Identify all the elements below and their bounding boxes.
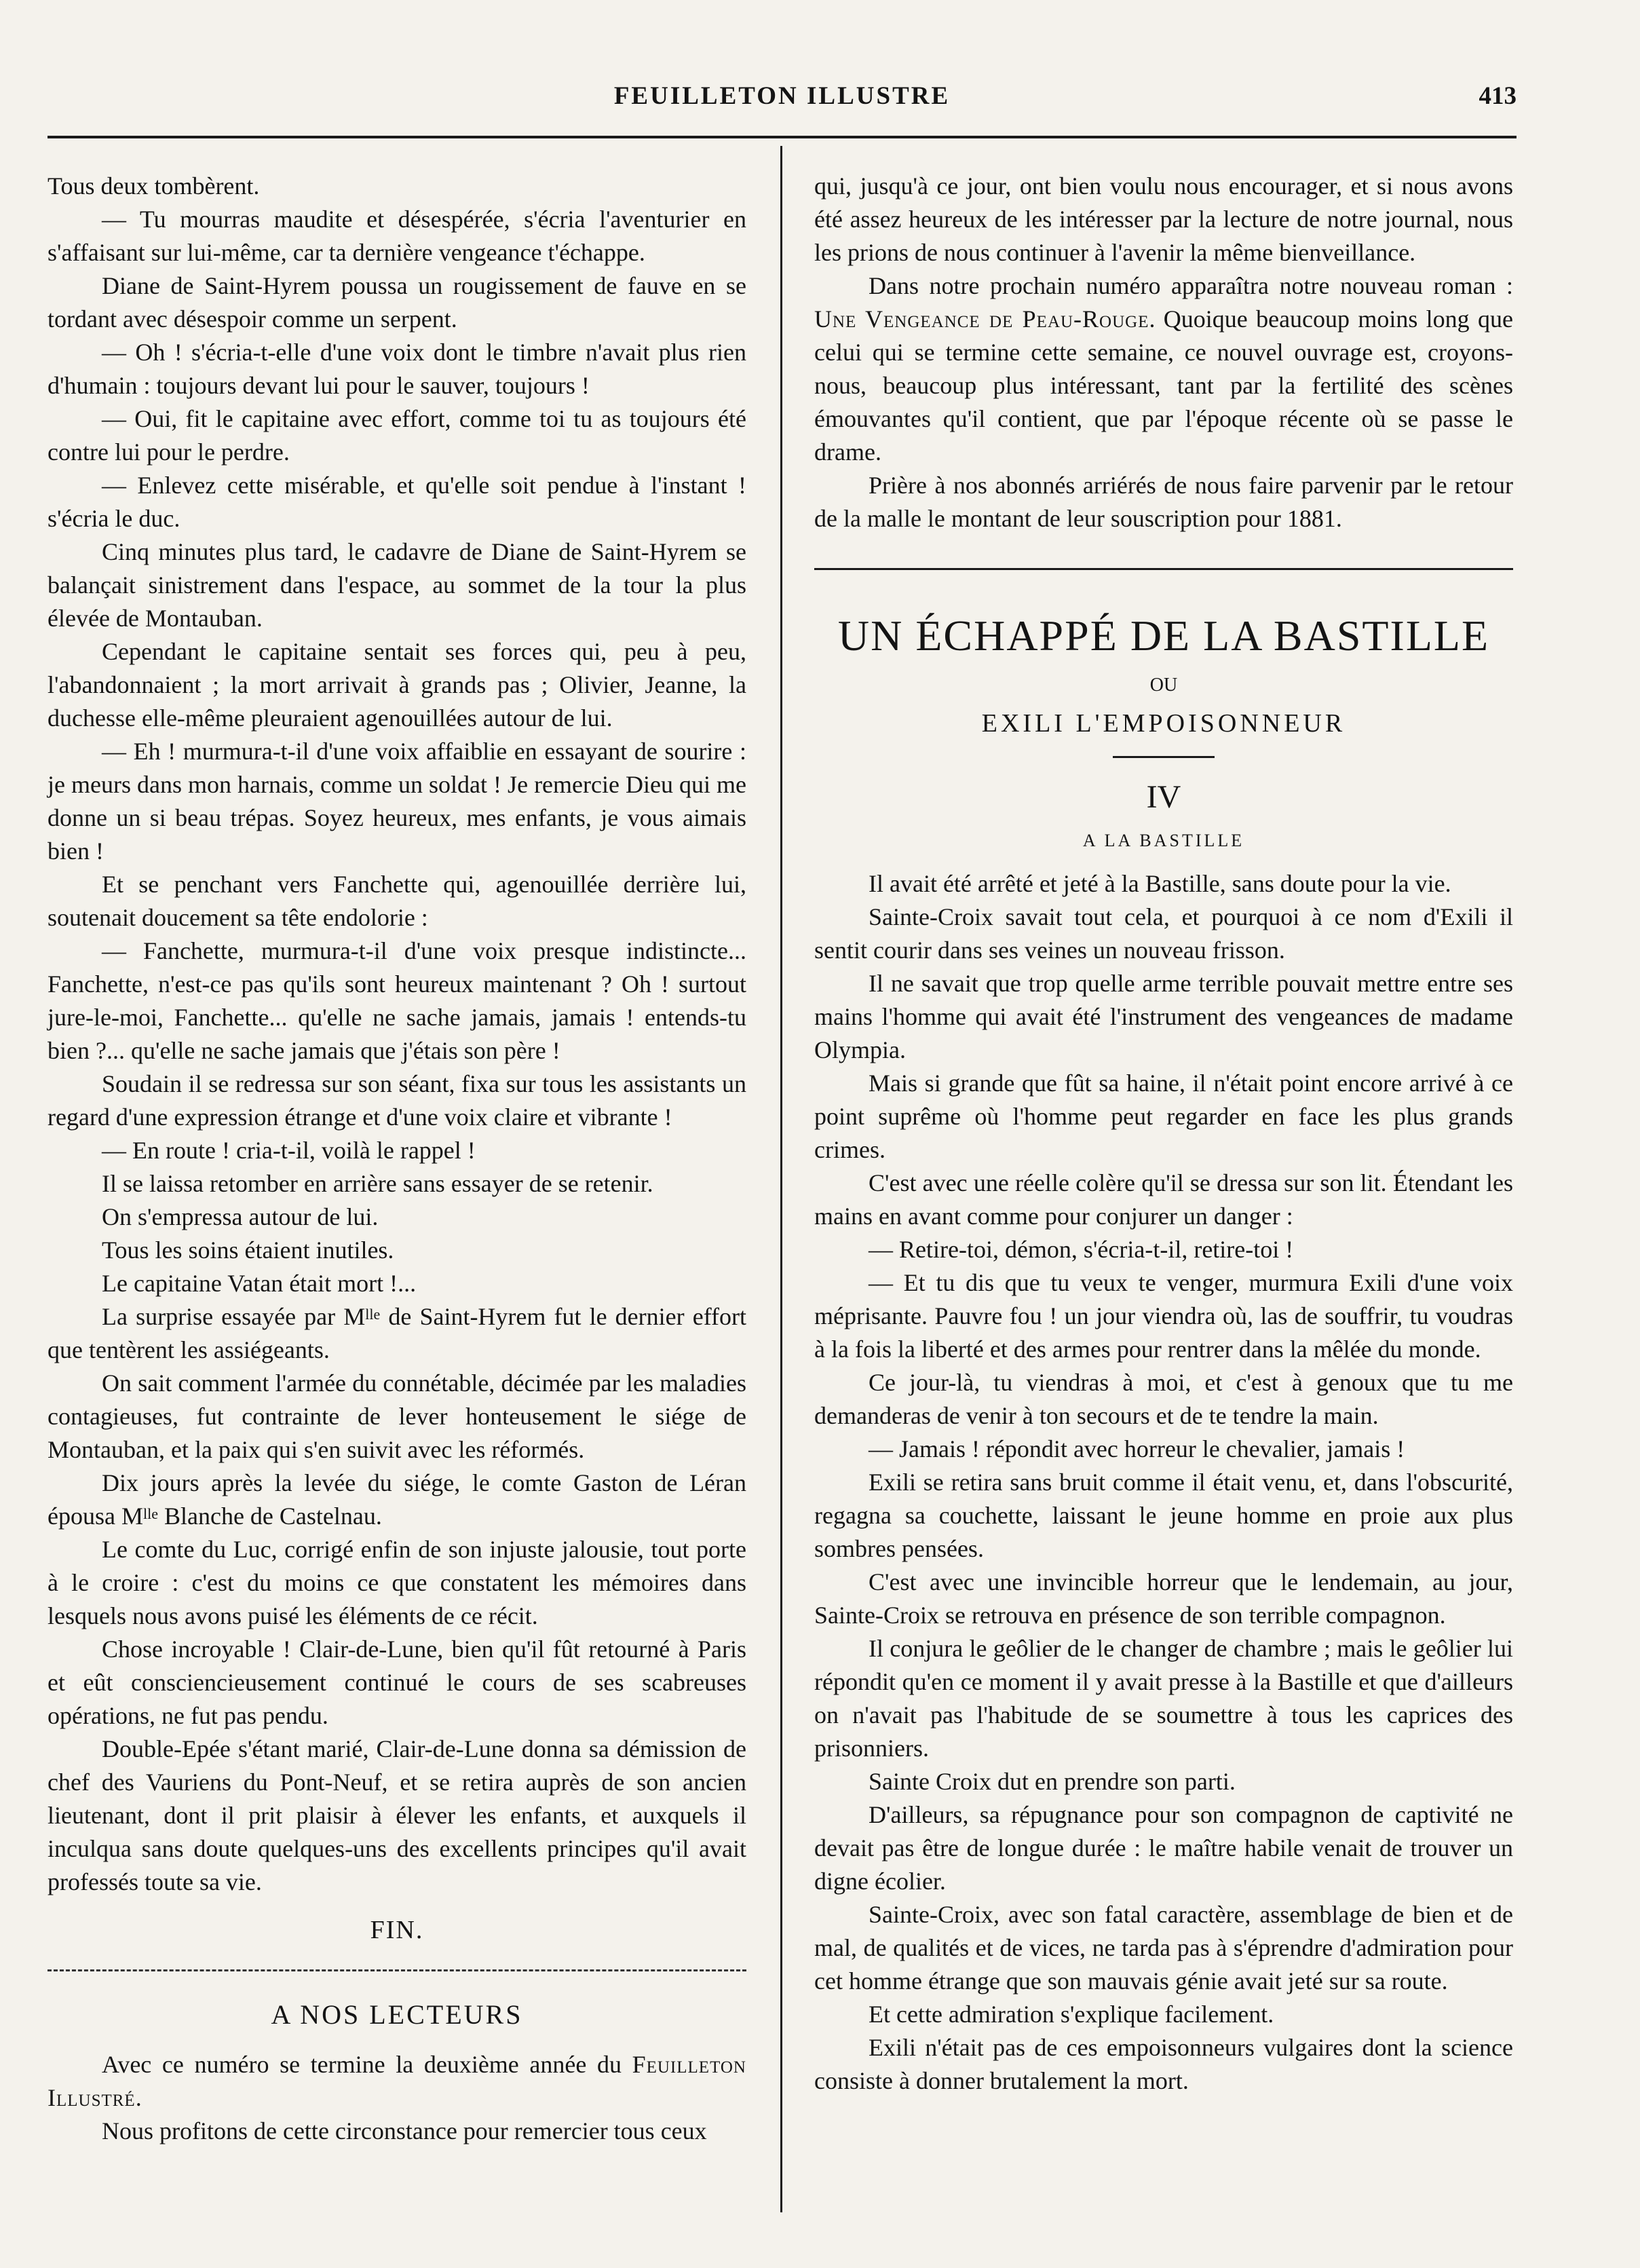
paragraph: Il avait été arrêté et jeté à la Bastille, sans doute pour la vie. bbox=[869, 870, 1451, 897]
paragraph: Et se penchant vers Fanchette qui, agenouillée derrière lui, soutenait doucement sa tête endolorie : bbox=[47, 871, 746, 931]
text-run: Dans notre prochain numéro apparaîtra notre nouveau roman : bbox=[869, 272, 1513, 299]
page-number: 413 bbox=[1479, 82, 1517, 110]
paragraph: — Et tu dis que tu veux te venger, murmura Exili d'une voix méprisante. Pauvre fou ! un jour viendra où, las de souffrir, tu voudras à la fois la liberté et des armes pour rentrer dans la mêlée du monde. bbox=[814, 1269, 1513, 1363]
paragraph: — Jamais ! répondit avec horreur le chevalier, jamais ! bbox=[869, 1435, 1405, 1462]
paragraph: — Tu mourras maudite et désespérée, s'écria l'aventurier en s'affaisant sur lui-même, car ta dernière vengeance t'échappe. bbox=[47, 206, 746, 266]
fin-label: FIN. bbox=[370, 1916, 424, 1944]
header-rule bbox=[47, 136, 1517, 138]
short-rule bbox=[1113, 756, 1215, 758]
paragraph: Ce jour-là, tu viendras à moi, et c'est à genoux que tu me demanderas de venir à ton secours et de te tendre la main. bbox=[814, 1369, 1513, 1429]
paragraph: Exili n'était pas de ces empoisonneurs vulgaires dont la science consiste à donner brutalement la mort. bbox=[814, 2034, 1513, 2094]
novel-subtitle: EXILI L'EMPOISONNEUR bbox=[981, 709, 1346, 738]
novel-ou: OU bbox=[1149, 675, 1178, 696]
column-divider bbox=[780, 146, 782, 2212]
running-title: FEUILLETON ILLUSTRE bbox=[613, 82, 951, 110]
paragraph: — Retire-toi, démon, s'écria-t-il, retire-toi ! bbox=[869, 1236, 1294, 1263]
novel-announcement: Une Vengeance de Peau-Rouge bbox=[814, 305, 1149, 333]
paragraph: C'est avec une réelle colère qu'il se dressa sur son lit. Étendant les mains en avant comme pour conjurer un danger : bbox=[814, 1169, 1513, 1230]
paragraph: Diane de Saint-Hyrem poussa un rougissement de fauve en se tordant avec désespoir comme un serpent. bbox=[47, 272, 746, 333]
paragraph: Et cette admiration s'explique facilement. bbox=[869, 2001, 1274, 2028]
text-run: Blanche de Castelnau. bbox=[157, 1502, 382, 1530]
paragraph: Sainte Croix dut en prendre son parti. bbox=[869, 1768, 1236, 1795]
chapter-number: IV bbox=[1146, 779, 1181, 815]
paragraph: Chose incroyable ! Clair-de-Lune, bien qu'il fût retourné à Paris et eût consciencieusement continué le cours de ses scabreuses opérations, ne fut pas pendu. bbox=[47, 1636, 746, 1729]
journal-name: Feuilleton Illustré bbox=[47, 2051, 746, 2111]
text-run: de Saint-Hyrem fut le dernier effort que tentèrent les assiégeants. bbox=[47, 1303, 747, 1363]
paragraph: — Oh ! s'écria-t-elle d'une voix dont le timbre n'avait plus rien d'humain : toujours devant lui pour le sauver, toujours ! bbox=[47, 339, 746, 399]
left-column bbox=[47, 170, 746, 2148]
paragraph: — Eh ! murmura-t-il d'une voix affaiblie en essayant de sourire : je meurs dans mon harnais, comme un soldat ! Je remercie Dieu qui me donne un si beau trépas. Soyez heureux, mes enfants, je vous aimais bien ! bbox=[47, 738, 746, 865]
paragraph: Prière à nos abonnés arriérés de nous faire parvenir par le retour de la malle le montant de leur souscription pour 1881. bbox=[814, 472, 1513, 532]
paragraph: C'est avec une invincible horreur que le lendemain, au jour, Sainte-Croix se retrouva en présence de son terrible compagnon. bbox=[814, 1568, 1513, 1629]
paragraph: On s'empressa autour de lui. bbox=[102, 1203, 379, 1230]
paragraph: — Oui, fit le capitaine avec effort, comme toi tu as toujours été contre lui pour le perdre. bbox=[47, 405, 746, 466]
text-run: . bbox=[135, 2084, 142, 2111]
paragraph: Double-Epée s'étant marié, Clair-de-Lune donna sa démission de chef des Vauriens du Pont-Neuf, et se retira auprès de son ancien lieutenant, dont il prit plaisir à élever les enfants, et auxquels il inculqua sans doute quelques-uns des excellents principes qu'il avait professés toute sa vie. bbox=[47, 1735, 746, 1895]
paragraph: qui, jusqu'à ce jour, ont bien voulu nous encourager, et si nous avons été assez heureux de les intéresser par la lecture de notre journal, nous les prions de nous continuer à l'avenir la même bienveillance. bbox=[814, 172, 1513, 266]
superscript: lle bbox=[142, 1505, 158, 1522]
paragraph: Soudain il se redressa sur son séant, fixa sur tous les assistants un regard d'une expression étrange et d'une voix claire et vibrante ! bbox=[47, 1070, 746, 1131]
section-rule bbox=[814, 568, 1513, 570]
right-column bbox=[814, 170, 1513, 2098]
paragraph bbox=[814, 269, 1513, 469]
novel-title: UN ÉCHAPPÉ DE LA BASTILLE bbox=[837, 611, 1490, 660]
paragraph bbox=[47, 1467, 746, 1533]
text-run: . Quoique beaucoup moins long que celui qui se termine cette semaine, ce nouvel ouvrage est, croyons-nous, beaucoup plus intéressant, tant par la fertilité des scènes émouvantes qu'il contient, que par l'époque récente où se passe le drame. bbox=[814, 305, 1513, 466]
paragraph bbox=[47, 1300, 746, 1367]
paragraph: — Enlevez cette misérable, et qu'elle soit pendue à l'instant ! s'écria le duc. bbox=[47, 472, 746, 532]
text-run: Avec ce numéro se termine la deuxième année du bbox=[102, 2051, 632, 2078]
paragraph: Cependant le capitaine sentait ses forces qui, peu à peu, l'abandonnaient ; la mort arrivait à grands pas ; Olivier, Jeanne, la duchesse elle-même pleuraient agenouillées autour de lui. bbox=[47, 638, 746, 732]
paragraph: Tous les soins étaient inutiles. bbox=[102, 1236, 394, 1264]
paragraph: Tous deux tombèrent. bbox=[47, 172, 260, 200]
text-run: Dix jours après la levée du siége, le comte Gaston de Léran épousa M bbox=[47, 1469, 746, 1530]
chapter-title: A LA BASTILLE bbox=[1082, 831, 1245, 850]
page-header bbox=[47, 81, 1517, 122]
superscript: lle bbox=[365, 1306, 381, 1323]
paragraph: Exili se retira sans bruit comme il était venu, et, dans l'obscurité, regagna sa couchette, laissant le jeune homme en proie aux plus sombres pensées. bbox=[814, 1469, 1513, 1562]
paragraph: — En route ! cria-t-il, voilà le rappel ! bbox=[102, 1137, 476, 1164]
paragraph: Mais si grande que fût sa haine, il n'était point encore arrivé à ce point suprême où l'homme peut regarder en face les plus grands crimes. bbox=[814, 1070, 1513, 1163]
dashed-rule bbox=[47, 1969, 746, 1971]
paragraph: Sainte-Croix savait tout cela, et pourquoi à ce nom d'Exili il sentit courir dans ses veines un nouveau frisson. bbox=[814, 903, 1513, 964]
paragraph: Cinq minutes plus tard, le cadavre de Diane de Saint-Hyrem se balançait sinistrement dans l'espace, au sommet de la tour la plus élevée de Montauban. bbox=[47, 538, 746, 632]
paragraph: Sainte-Croix, avec son fatal caractère, assemblage de bien et de mal, de qualités et de vices, ne tarda pas à s'éprendre d'admiration pour cet homme étrange que son mauvais génie avait jeté sur sa route. bbox=[814, 1901, 1513, 1995]
paragraph bbox=[47, 2048, 746, 2115]
text-run: La surprise essayée par M bbox=[102, 1303, 366, 1330]
paragraph: On sait comment l'armée du connétable, décimée par les maladies contagieuses, fut contrainte de lever honteusement le siége de Montauban, et la paix qui s'en suivit avec les réformés. bbox=[47, 1369, 746, 1463]
paragraph: D'ailleurs, sa répugnance pour son compagnon de captivité ne devait pas être de longue durée : le maître habile venait de trouver un digne écolier. bbox=[814, 1801, 1513, 1895]
paragraph: Le comte du Luc, corrigé enfin de son injuste jalousie, tout porte à le croire : c'est du moins ce que constatent les mémoires dans lesquels nous avons puisé les éléments de ce récit. bbox=[47, 1536, 746, 1629]
paragraph: Il ne savait que trop quelle arme terrible pouvait mettre entre ses mains l'homme qui avait été l'instrument des vengeances de madame Olympia. bbox=[814, 970, 1513, 1063]
paragraph: Le capitaine Vatan était mort !... bbox=[102, 1270, 417, 1297]
lecteurs-title: A NOS LECTEURS bbox=[271, 1999, 523, 2030]
paragraph: Nous profitons de cette circonstance pour remercier tous ceux bbox=[102, 2117, 707, 2144]
paragraph: — Fanchette, murmura-t-il d'une voix presque indistincte... Fanchette, n'est-ce pas qu'ils sont heureux maintenant ? Oh ! surtout jure-le-moi, Fanchette... qu'elle ne sache jamais, jamais ! entends-tu bien ?... qu'elle ne sache jamais que j'étais son père ! bbox=[47, 937, 746, 1064]
paragraph: Il se laissa retomber en arrière sans essayer de se retenir. bbox=[102, 1170, 653, 1197]
paragraph: Il conjura le geôlier de le changer de chambre ; mais le geôlier lui répondit qu'en ce moment il y avait presse à la Bastille et que d'ailleurs on n'avait pas l'habitude de se soumettre à tous les caprices des prisonniers. bbox=[814, 1635, 1513, 1762]
